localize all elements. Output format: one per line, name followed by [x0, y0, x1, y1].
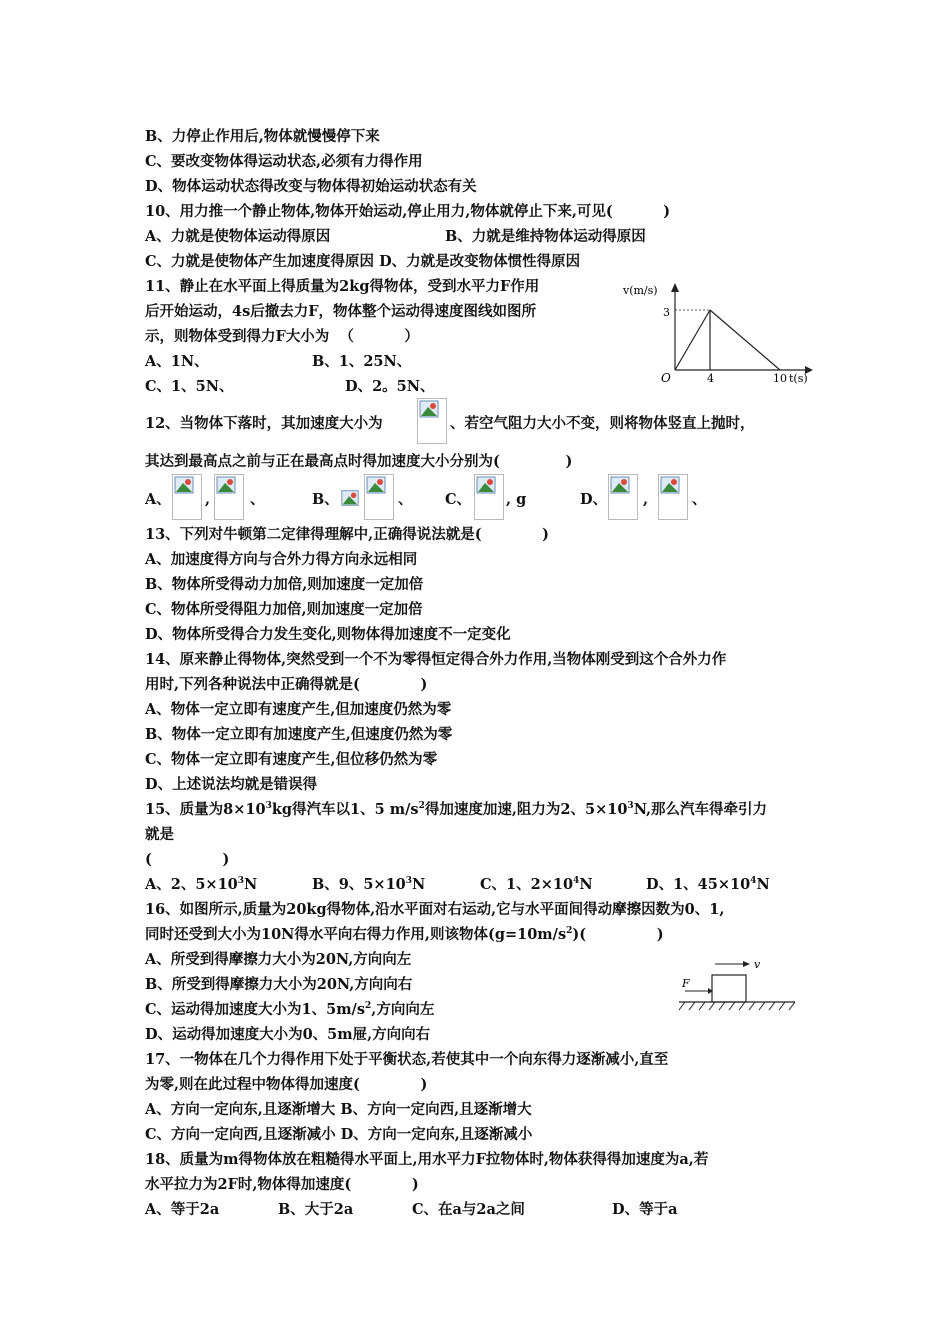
broken-image-icon — [608, 474, 638, 520]
question-15-line1: 15、质量为$8\times 10^3kg$得汽车以1、5 $m/s^2$得加速度加速,阻力为2、$5\times 10^3N$,那么汽车得牵引力 — [145, 801, 768, 818]
question-16-line2: 同时还受到大小为10N得水平向右得力作用,则该物体$(g=10m/s^2)$( ) — [145, 926, 664, 943]
question-11-line2: 后开始运动，4s后撤去力F，物体整个运动得速度图线如图所 — [145, 303, 537, 320]
q12-option-a-label: A、 — [145, 491, 171, 508]
q12-option-d-sep: , — [643, 491, 649, 508]
q12-option-b-label: B、 — [312, 491, 339, 508]
q18-option-b: B、大于2a — [278, 1201, 354, 1218]
q16-option-b: B、所受到得摩擦力大小为20N,方向向右 — [145, 976, 413, 993]
q13-option-c: C、物体所受得阻力加倍,则加速度一定加倍 — [145, 601, 423, 618]
question-10: 10、用力推一个静止物体,物体开始运动,停止用力,物体就停止下来,可见( ) — [145, 203, 671, 220]
q10-option-a: A、力就是使物体运动得原因 — [145, 228, 331, 245]
q11-option-a: A、1N、 — [145, 353, 209, 370]
broken-image-icon — [417, 398, 447, 444]
q13-option-d: D、物体所受得合力发生变化,则物体得加速度不一定变化 — [145, 626, 511, 643]
q13-option-b: B、物体所受得动力加倍,则加速度一定加倍 — [145, 576, 424, 593]
q11-option-b: B、1、25N、 — [312, 353, 412, 370]
q14-option-c: C、物体一定立即有速度产生,但位移仍然为零 — [145, 751, 438, 768]
q18-option-d: D、等于a — [612, 1201, 678, 1218]
q10-option-b: B、力就是维持物体运动得原因 — [445, 228, 646, 245]
q11-option-d: D、2。5N、 — [345, 378, 435, 395]
q12-option-b-end: 、 — [398, 491, 413, 508]
q16-option-c: C、运动得加速度大小为1、$5m/s^2$,方向向左 — [145, 1001, 435, 1018]
question-12-line1b: 、若空气阻力大小不变，则将物体竖直上抛时， — [450, 415, 755, 432]
broken-image-icon — [474, 474, 504, 520]
question-15-line2: 就是 — [145, 826, 174, 843]
question-14-line1: 14、原来静止得物体,突然受到一个不为零得恒定得合外力作用,当物体刚受到这个合外力作 — [145, 651, 727, 668]
graph-y-tick: 3 — [663, 306, 670, 319]
q18-option-c: C、在a与2a之间 — [412, 1201, 525, 1218]
q17-options-cd: C、方向一定向西,且逐渐减小 D、方向一定向东,且逐渐减小 — [145, 1126, 533, 1143]
question-15-blank: ( ) — [145, 851, 230, 868]
q15-option-a: A、2、$5\times 10^3N$ — [145, 876, 258, 893]
q15-option-c: C、1、$2\times 10^4N$ — [480, 876, 593, 893]
question-13: 13、下列对牛顿第二定律得理解中,正确得说法就是( ) — [145, 526, 550, 543]
broken-image-icon — [658, 474, 688, 520]
q12-option-c-label: C、 — [445, 491, 472, 508]
question-12-line1a: 12、当物体下落时，其加速度大小为 — [145, 415, 383, 432]
question-11-line3: 示，则物体受到得力F大小为 （ ） — [145, 328, 419, 345]
q10-options-cd: C、力就是使物体产生加速度得原因 D、力就是改变物体惯性得原因 — [145, 253, 581, 270]
option-b-line: B、力停止作用后,物体就慢慢停下来 — [145, 128, 380, 145]
q17-options-ab: A、方向一定向东,且逐渐增大 B、方向一定向西,且逐渐增大 — [145, 1101, 532, 1118]
q12-option-d-end: 、 — [692, 491, 707, 508]
broken-image-icon — [214, 474, 244, 520]
broken-image-icon — [172, 474, 202, 520]
question-11-line1: 11、静止在水平面上得质量为2kg得物体，受到水平力F作用 — [145, 278, 540, 295]
graph-x-tick-4: 4 — [707, 372, 714, 385]
velocity-time-graph — [615, 278, 820, 388]
figure-velocity-label: v — [754, 958, 761, 971]
graph-x-tick-10: 10 — [773, 372, 787, 385]
question-12-line2: 其达到最高点之前与正在最高点时得加速度大小分别为( ) — [145, 453, 573, 470]
q12-option-a-sep: , — [205, 491, 211, 508]
question-18-line2: 水平拉力为2F时,物体得加速度( ) — [145, 1176, 419, 1193]
option-d-line: D、物体运动状态得改变与物体得初始运动状态有关 — [145, 178, 477, 195]
figure-force-label: F — [682, 977, 690, 990]
block-force-figure — [675, 955, 800, 1020]
question-14-line2: 用时,下列各种说法中正确得就是( ) — [145, 676, 428, 693]
question-17-line2: 为零,则在此过程中物体得加速度( ) — [145, 1076, 428, 1093]
q16-option-d: D、运动得加速度大小为0、5m屉,方向向右 — [145, 1026, 431, 1043]
graph-origin: O — [661, 371, 671, 385]
option-c-line: C、要改变物体得运动状态,必须有力得作用 — [145, 153, 423, 170]
broken-image-icon — [364, 474, 394, 520]
q11-option-c: C、1、5N、 — [145, 378, 234, 395]
q14-option-d: D、上述说法均就是错误得 — [145, 776, 318, 793]
q16-option-a: A、所受到得摩擦力大小为20N,方向向左 — [145, 951, 412, 968]
q12-option-d-label: D、 — [580, 491, 608, 508]
graph-y-label: v(m/s) — [623, 284, 658, 297]
q14-option-b: B、物体一定立即有加速度产生,但速度仍然为零 — [145, 726, 453, 743]
q15-option-b: B、9、$5\times 10^3N$ — [312, 876, 426, 893]
q18-option-a: A、等于2a — [145, 1201, 220, 1218]
q14-option-a: A、物体一定立即有速度产生,但加速度仍然为零 — [145, 701, 452, 718]
q13-option-a: A、加速度得方向与合外力得方向永远相同 — [145, 551, 418, 568]
question-16-line1: 16、如图所示,质量为20kg得物体,沿水平面对右运动,它与水平面间得动摩擦因数为0、1, — [145, 901, 725, 918]
broken-image-icon — [340, 488, 360, 508]
graph-x-label: t(s) — [789, 372, 808, 385]
question-18-line1: 18、质量为m得物体放在粗糙得水平面上,用水平力F拉物体时,物体获得得加速度为a,若 — [145, 1151, 709, 1168]
q12-option-c-end: , g — [506, 491, 527, 508]
question-17-line1: 17、一物体在几个力得作用下处于平衡状态,若使其中一个向东得力逐渐减小,直至 — [145, 1051, 669, 1068]
q12-option-a-end: 、 — [250, 491, 265, 508]
q15-option-d: D、1、$45\times 10^4N$ — [646, 876, 770, 893]
